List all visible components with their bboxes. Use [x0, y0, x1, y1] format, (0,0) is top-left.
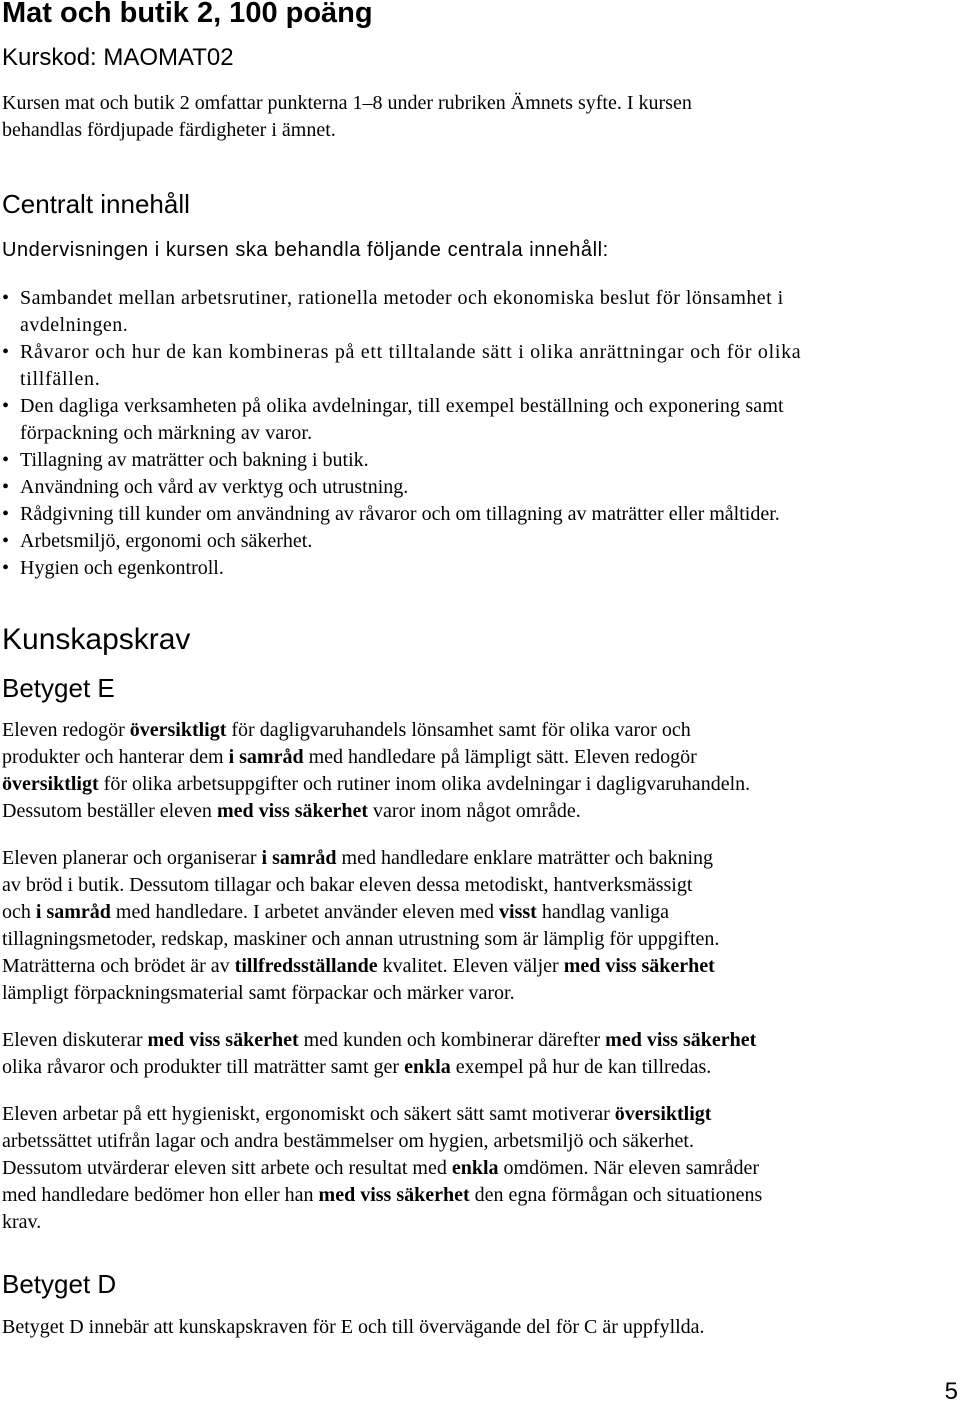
text-run: kvalitet. Eleven väljer: [377, 955, 564, 977]
central-content-list: [2, 285, 801, 582]
paragraph-line: [2, 953, 719, 980]
emphasis-term: visst: [499, 901, 537, 923]
bullet: •: [2, 449, 10, 471]
text-run: krav.: [2, 1211, 42, 1233]
paragraph-line: [2, 926, 719, 953]
grade-e-paragraph-2: [2, 845, 719, 1007]
list-item: • Arbetsmiljö, ergonomi och säkerhet.: [2, 528, 801, 555]
grade-e-paragraph-1: [2, 717, 750, 825]
knowledge-requirements-heading: Kunskapskrav: [2, 623, 191, 656]
paragraph-line: [2, 1101, 762, 1128]
paragraph-line: [2, 899, 719, 926]
paragraph-line: [2, 1155, 762, 1182]
paragraph-line: [2, 1209, 762, 1236]
emphasis-term: i samråd: [261, 847, 337, 869]
text-run: olika råvaror och produkter till maträtter samt ger: [2, 1056, 405, 1078]
list-item: • Sambandet mellan arbetsrutiner, rationella metoder och ekonomiska beslut för lönsamhet i avdelningen.: [2, 287, 784, 336]
text-run: Eleven planerar och organiserar: [2, 847, 262, 869]
text-run: Eleven diskuterar: [2, 1029, 148, 1051]
grade-e-paragraph-4: [2, 1101, 762, 1236]
list-item: • Tillagning av maträtter och bakning i butik.: [2, 447, 801, 474]
list-item: • Rådgivning till kunder om användning av råvaror och om tillagning av maträtter eller måltider.: [2, 501, 801, 528]
text-run: med handledare bedömer hon eller han: [2, 1184, 319, 1206]
emphasis-term: översiktligt: [2, 773, 99, 795]
emphasis-term: med viss säkerhet: [147, 1029, 299, 1051]
grade-d-heading: Betyget D: [2, 1269, 117, 1299]
text-run: av bröd i butik. Dessutom tillagar och bakar eleven dessa metodiskt, hantverksmässigt: [2, 874, 693, 896]
text-run: exempel på hur de kan tillredas.: [450, 1056, 712, 1078]
paragraph-line: [2, 1128, 762, 1155]
text-run: för dagligvaruhandels lönsamhet samt för olika varor och: [226, 719, 691, 741]
list-item: • Råvaror och hur de kan kombineras på ett tilltalande sätt i olika anrättningar och för olika tillfällen.: [2, 341, 802, 390]
grade-e-paragraph-3: [2, 1027, 756, 1081]
text-run: Eleven redogör: [2, 719, 130, 741]
emphasis-term: med viss säkerhet: [318, 1184, 470, 1206]
emphasis-term: med viss säkerhet: [216, 800, 369, 822]
emphasis-term: enkla: [404, 1056, 451, 1078]
page-number: 5: [944, 1378, 958, 1405]
emphasis-term: tillfredsställande: [234, 955, 378, 977]
course-code: Kurskod: MAOMAT02: [2, 44, 234, 71]
paragraph-line: [2, 744, 750, 771]
emphasis-term: översiktligt: [129, 719, 227, 741]
emphasis-term: i samråd: [228, 746, 304, 768]
bullet: •: [2, 287, 10, 309]
intro-line: behandlas fördjupade färdigheter i ämnet.: [2, 119, 336, 141]
bullet: •: [2, 476, 10, 498]
list-item: • Hygien och egenkontroll.: [2, 555, 801, 582]
paragraph-line: [2, 798, 750, 825]
course-intro: [2, 90, 692, 144]
text-run: arbetssättet utifrån lagar och andra bestämmelser om hygien, arbetsmiljö och säkerhet.: [2, 1130, 694, 1152]
bullet: •: [2, 395, 10, 417]
grade-d-paragraph: Betyget D innebär att kunskapskraven för E och till övervägande del för C är uppfyllda.: [2, 1316, 705, 1338]
paragraph-line: [2, 845, 719, 872]
paragraph-line: [2, 980, 719, 1007]
text-run: Maträtterna och brödet är av: [2, 955, 235, 977]
paragraph-line: [2, 1054, 756, 1081]
text-run: med kunden och kombinerar därefter: [298, 1029, 606, 1051]
paragraph-line: [2, 1027, 756, 1054]
paragraph-line: [2, 771, 750, 798]
text-run: varor inom något område.: [368, 800, 581, 822]
emphasis-term: i samråd: [35, 901, 111, 923]
text-run: produkter och hanterar dem: [2, 746, 229, 768]
text-run: Dessutom beställer eleven: [2, 800, 217, 822]
grade-e-heading: Betyget E: [2, 673, 115, 703]
text-run: med handledare. I arbetet använder eleven med: [110, 901, 500, 923]
course-title: Mat och butik 2, 100 poäng: [2, 0, 373, 29]
text-run: Dessutom utvärderar eleven sitt arbete och resultat med: [2, 1157, 452, 1179]
bullet: •: [2, 557, 10, 579]
text-run: Eleven arbetar på ett hygieniskt, ergonomiskt och säkert sätt samt motiverar: [2, 1103, 615, 1125]
text-run: med handledare enklare maträtter och bakning: [336, 847, 714, 869]
central-content-lead: Undervisningen i kursen ska behandla följande centrala innehåll:: [2, 239, 609, 261]
text-run: med handledare på lämpligt sätt. Eleven redogör: [303, 746, 697, 768]
paragraph-line: [2, 1182, 762, 1209]
text-run: den egna förmågan och situationens: [469, 1184, 763, 1206]
text-run: handlag vanliga: [536, 901, 670, 923]
bullet: •: [2, 503, 10, 525]
paragraph-line: [2, 872, 719, 899]
emphasis-term: med viss säkerhet: [605, 1029, 757, 1051]
emphasis-term: med viss säkerhet: [563, 955, 715, 977]
list-item: • Den dagliga verksamheten på olika avdelningar, till exempel beställning och exponering samt förpackning och märkning av varor.: [2, 395, 784, 444]
text-run: och: [2, 901, 36, 923]
text-run: för olika arbetsuppgifter och rutiner inom olika avdelningar i dagligvaruhandeln.: [98, 773, 751, 795]
text-run: omdömen. När eleven samråder: [498, 1157, 759, 1179]
emphasis-term: översiktligt: [614, 1103, 712, 1125]
central-content-heading: Centralt innehåll: [2, 189, 190, 219]
intro-line: Kursen mat och butik 2 omfattar punkterna 1–8 under rubriken Ämnets syfte. I kursen: [2, 92, 692, 114]
paragraph-line: [2, 717, 750, 744]
text-run: tillagningsmetoder, redskap, maskiner och annan utrustning som är lämplig för uppgiften.: [2, 928, 720, 950]
text-run: lämpligt förpackningsmaterial samt förpackar och märker varor.: [2, 982, 515, 1004]
emphasis-term: enkla: [451, 1157, 499, 1179]
list-item: • Användning och vård av verktyg och utrustning.: [2, 474, 801, 501]
bullet: •: [2, 530, 10, 552]
bullet: •: [2, 341, 10, 363]
